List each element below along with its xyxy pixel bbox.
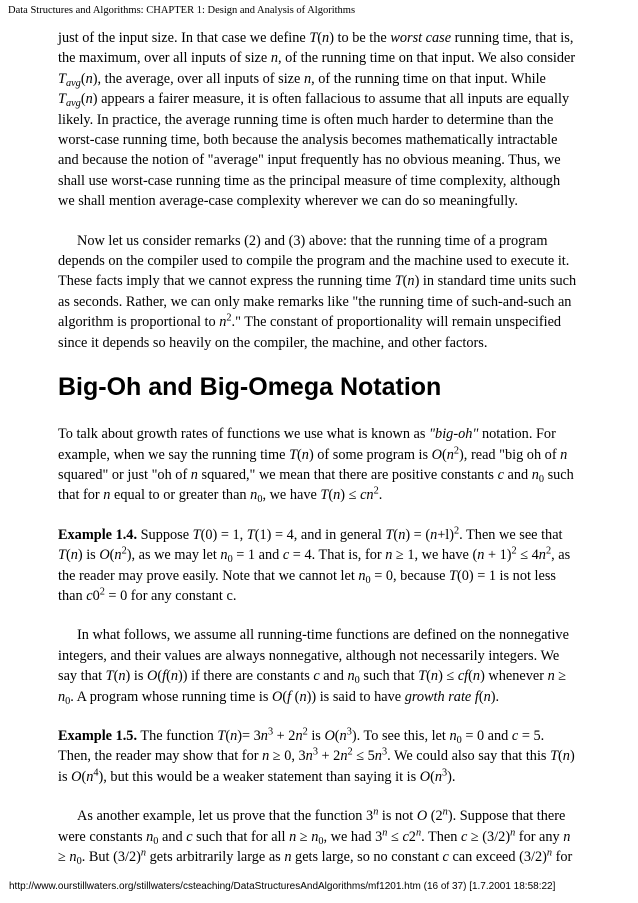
example-1-4-label: Example 1.4. (58, 526, 138, 543)
page-footer: http://www.ourstillwaters.org/stillwaters/csteaching/DataStructuresAndAlgorithms/mf1201.htm (16 of 37) [1.7.2001 18:58:22] (9, 881, 556, 892)
example-1-5-label: Example 1.5. (58, 727, 138, 744)
document-body (58, 28, 578, 886)
page-header: Data Structures and Algorithms: CHAPTER 1: Design and Analysis of Algorithms (8, 5, 356, 16)
paragraph-growth-rate: In what follows, we assume all running-time functions are defined on the nonnegative integers, and their values are always nonnegative, although not necessarily integers. We say that T(n) is O(f(n)) if there are constants c and $n_0$ such that T(n) ≤ cf(n) whenever $n \ge n_0$. A program whose running time is O(f (n)) is said to have growth rate f(n). (58, 627, 569, 707)
paragraph-big-oh-intro: To talk about growth rates of functions we use what is known as "big-oh" notation. For example, when we say the running time T(n) of some program is $O(n^2)$, read "big oh of n squared" or just "oh of n squared," we mean that there are positive constants c and $n_0$ such that for n equal to or greater than $n_0$, we have $T(n) \le cn^2$. (58, 426, 574, 506)
section-heading: Big-Oh and Big-Omega Notation (58, 373, 442, 402)
paragraph-worst-case: just of the input size. In that case we define T(n) to be the worst case running time, that is, the maximum, over all inputs of size n, of the running time on that input. We also consider $T_{avg}(n)$, the average, over all inputs of size n, of the running time on that input. While $T_{avg}(n)$ appears a fairer measure, it is often fallacious to assume that all inputs are equally likely. In practice, the average running time is often much harder to determine than the worst-case running time, both because the analysis becomes mathematically intractable and because the notion of "average" input frequently has no obvious meaning. Thus, we shall use worst-case running time as the principal measure of time complexity, although we shall mention average-case complexity wherever we can do so meaningfully. (58, 30, 576, 210)
paragraph-another-example: As another example, let us prove that the function 3$^n$ is not O (2$^n$). Suppose that there were constants $n_0$ and c such that for all $n \ge n_0$, we had $3^n \le c2^n$. Then $c \ge (3/2)^n$ for any $n \ge n_0$. But $(3/2)^n$ gets arbitrarily large as n gets large, so no constant c can exceed $(3/2)^n$ for (58, 806, 573, 868)
paragraph-remarks: Now let us consider remarks (2) and (3) above: that the running time of a program depends on the compiler used to compile the program and the machine used to execute it. These facts imply that we cannot express the running time T(n) in standard time units such as seconds. Rather, we can only make remarks like "the running time of such-and-such an algorithm is proportional to $n^2$." The constant of proportionality will remain unspecified since it depends so heavily on the compiler, the machine, and other factors. (58, 232, 577, 351)
example-1-5: Example 1.5. The function $T(n)= 3n^3 + 2n^2$ is $O(n^3)$. To see this, let $n_0 = 0$ and c = 5. Then, the reader may show that for n ≥ 0, $3n^3 + 2n^2 \le 5n^3$. We could also say that this T(n) is $O(n^4)$, but this would be a weaker statement than saying it is $O(n^3)$. (58, 726, 575, 785)
example-1-4: Example 1.4. Suppose T(0) = 1, T(1) = 4, and in general $T(n) = (n+l)^2$. Then we see that T(n) is $O(n^2)$, as we may let $n_0 = 1$ and c = 4. That is, for n ≥ 1, we have $(n + 1)^2 \le 4n^2$, as the reader may prove easily. Note that we cannot let $n_0 = 0$, because T(0) = 1 is not less than $c0^2 = 0$ for any constant c. (58, 525, 571, 604)
